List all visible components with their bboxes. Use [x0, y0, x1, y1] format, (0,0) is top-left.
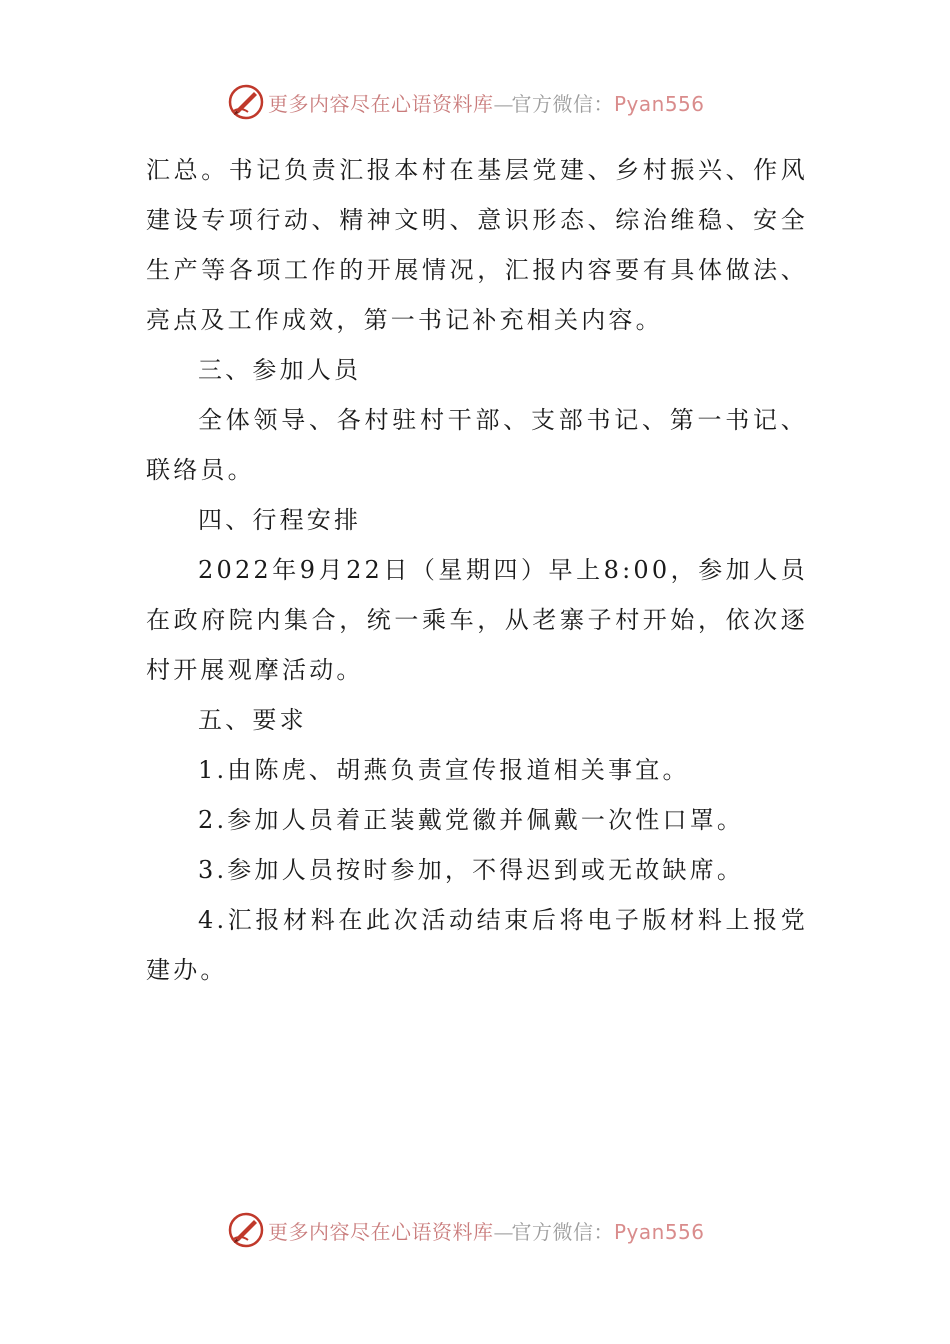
requirement-item-4: 4.汇报材料在此次活动结束后将电子版材料上报党建办。: [146, 906, 808, 984]
watermark-wechat-id: Pyan556: [614, 91, 705, 116]
header-watermark-banner: [226, 80, 705, 124]
watermark-text: [268, 1216, 705, 1245]
footer-watermark-banner: [226, 1208, 705, 1252]
watermark-text: [268, 88, 705, 117]
paragraph-schedule: 2022年9月22日（星期四）早上8:00，参加人员在政府院内集合，统一乘车，从老寨子村开始，依次逐村开展观摩活动。: [146, 556, 808, 684]
document-body: [146, 145, 808, 995]
watermark-wechat-label: 官方微信：: [511, 1219, 614, 1244]
section-heading-schedule: 四、行程安排: [198, 506, 362, 534]
watermark-wechat-label: 官方微信：: [511, 91, 614, 116]
watermark-slogan: 更多内容尽在心语资料库: [268, 91, 494, 116]
watermark-dash: —: [493, 91, 512, 116]
pen-logo-icon: [226, 82, 266, 122]
requirement-item-2: 2.参加人员着正装戴党徽并佩戴一次性口罩。: [198, 806, 745, 834]
paragraph-participants: 全体领导、各村驻村干部、支部书记、第一书记、联络员。: [146, 406, 808, 484]
paragraph-summary: 汇总。书记负责汇报本村在基层党建、乡村振兴、作风建设专项行动、精神文明、意识形态、综治维稳、安全生产等各项工作的开展情况，汇报内容要有具体做法、亮点及工作成效，第一书记补充相关内容。: [146, 156, 808, 334]
section-heading-requirements: 五、要求: [198, 706, 307, 734]
watermark-dash: —: [493, 1219, 512, 1244]
watermark-slogan: 更多内容尽在心语资料库: [268, 1219, 494, 1244]
section-heading-participants: 三、参加人员: [198, 356, 362, 384]
pen-logo-icon: [226, 1210, 266, 1250]
requirement-item-1: 1.由陈虎、胡燕负责宣传报道相关事宜。: [198, 756, 690, 784]
requirement-item-3: 3.参加人员按时参加，不得迟到或无故缺席。: [198, 856, 745, 884]
watermark-wechat-id: Pyan556: [614, 1219, 705, 1244]
